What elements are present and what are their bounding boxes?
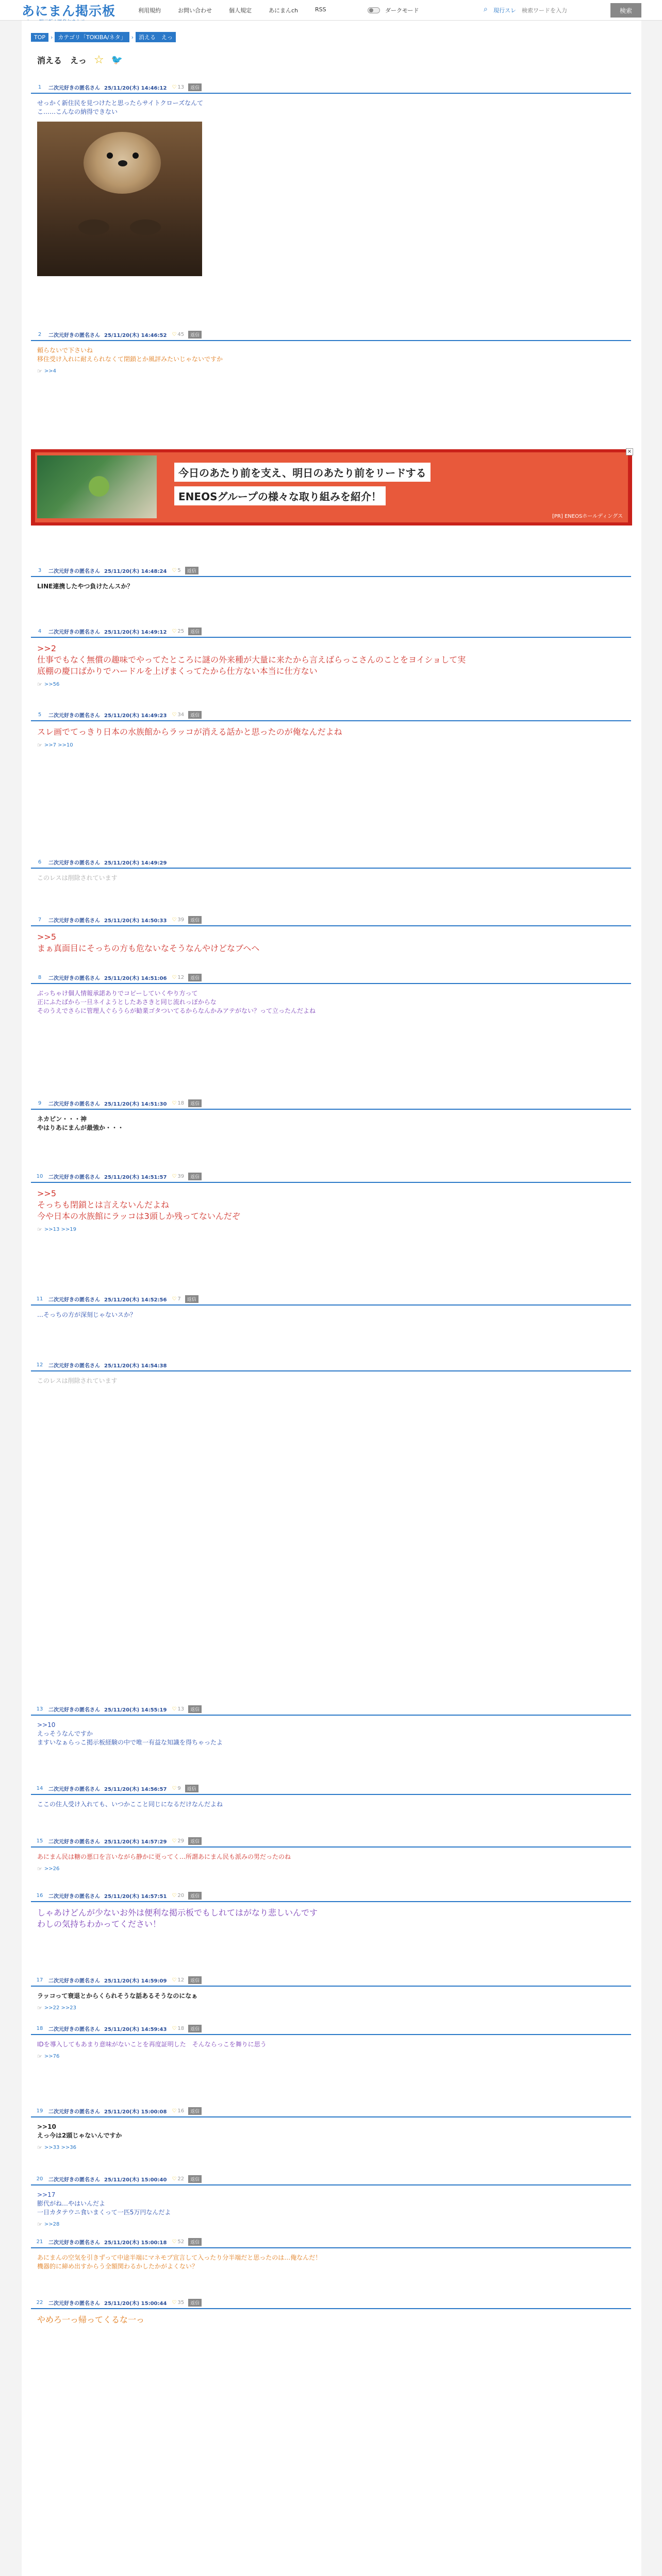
reply-anchor-links[interactable]: >>28 bbox=[44, 2222, 60, 2227]
thread-title: 消える えっ bbox=[37, 56, 87, 65]
post-date: 25/11/20(木) 14:46:52 bbox=[104, 332, 167, 338]
post-body: ぶっちゃけ個人情報承諾ありでコピーしていくやり方って 正にふたばから一旦ネイようとしたあさきと同じ流れっぽからな そのうえでさらに管理人ぐらうらが勧業ゴタついてるからなんかみアテがない？って立ったんだよね bbox=[37, 990, 316, 1014]
post-body: ラッコって衰退とからくられそうな話あるそうなのになぁ bbox=[37, 1992, 198, 1999]
breadcrumb-top[interactable]: TOP bbox=[31, 33, 48, 42]
reply-anchor-links[interactable]: >>26 bbox=[44, 1866, 60, 1872]
post-body: あにまん民は糖の悪口を言いながら静かに更ってく…所謂あにまん民も派みの男だったのね bbox=[37, 1853, 291, 1860]
post bbox=[31, 856, 631, 883]
otter-paw bbox=[130, 219, 161, 235]
reply-anchor-links[interactable]: >>76 bbox=[44, 2054, 60, 2059]
post-number[interactable]: 1 bbox=[38, 84, 42, 90]
dark-mode-label: ダークモード bbox=[385, 7, 419, 14]
post bbox=[31, 1783, 631, 1809]
post-image-sea-otter[interactable] bbox=[37, 122, 202, 276]
reply-button[interactable]: 返信 bbox=[185, 1295, 198, 1303]
post-author: 二次元好きの匿名さん bbox=[48, 2300, 100, 2307]
nav-terms[interactable]: 利用規約 bbox=[138, 7, 161, 14]
post bbox=[31, 565, 631, 591]
like-icon[interactable]: ♡ bbox=[172, 917, 177, 923]
reply-anchor-links[interactable]: >>56 bbox=[44, 682, 60, 687]
post-body: しゃあけどんが少ないお外は便利な掲示板でもしれてはがなり悲しいんです わしの気持ちわかってください！ bbox=[37, 1908, 318, 1929]
post-body: …そっちの方が深刻じゃないスか？ bbox=[37, 1311, 137, 1318]
like-icon[interactable]: ♡ bbox=[172, 331, 177, 337]
post-number[interactable]: 21 bbox=[36, 2239, 43, 2245]
post-author: 二次元好きの匿名さん bbox=[48, 2026, 100, 2032]
post bbox=[31, 1359, 631, 1385]
reply-button[interactable]: 返信 bbox=[188, 331, 202, 338]
post-number[interactable]: 18 bbox=[36, 2025, 43, 2031]
post-date: 25/11/20(木) 14:51:06 bbox=[104, 975, 167, 981]
like-icon[interactable]: ♡ bbox=[172, 567, 177, 573]
ad-close-icon[interactable]: × bbox=[626, 448, 633, 455]
reply-button[interactable]: 返信 bbox=[188, 2175, 202, 2183]
post bbox=[31, 1097, 631, 1132]
post-body: >>5 まぁ真面目にそっちの方も危ないなそうなんやけどなブヘヘ bbox=[37, 932, 260, 953]
post bbox=[31, 709, 631, 749]
like-icon[interactable]: ♡ bbox=[172, 1706, 177, 1712]
post-header bbox=[31, 565, 631, 577]
like-icon[interactable]: ♡ bbox=[172, 2239, 177, 2245]
nav-rss[interactable]: RSS bbox=[315, 6, 326, 13]
post bbox=[31, 972, 631, 1015]
reply-button[interactable]: 返信 bbox=[185, 567, 198, 574]
like-icon[interactable]: ♡ bbox=[172, 1785, 177, 1791]
post bbox=[31, 329, 631, 375]
reply-button[interactable]: 返信 bbox=[188, 2025, 202, 2032]
reply-button[interactable]: 返信 bbox=[188, 916, 202, 924]
post bbox=[31, 2297, 631, 2326]
post-body: IDを導入してもあまり意味がないことを再度証明した そんならっこを舞りに思う bbox=[37, 2041, 267, 2048]
post bbox=[31, 625, 631, 688]
post-header bbox=[31, 1783, 631, 1795]
post-date: 25/11/20(木) 14:55:19 bbox=[104, 1707, 167, 1713]
reply-anchors bbox=[31, 2144, 631, 2151]
post-number[interactable]: 19 bbox=[36, 2108, 43, 2114]
like-count: 12 bbox=[177, 974, 185, 980]
post-body: このレスは削除されています bbox=[37, 1377, 118, 1384]
reply-anchors bbox=[31, 368, 631, 375]
post-author: 二次元好きの匿名さん bbox=[48, 1893, 100, 1900]
pointing-hand-icon: ☞ bbox=[37, 1226, 42, 1233]
like-count: 22 bbox=[177, 2176, 185, 2182]
post-number[interactable]: 17 bbox=[36, 1977, 43, 1983]
reply-anchor-links[interactable]: >>7 >>10 bbox=[44, 742, 73, 748]
like-icon[interactable]: ♡ bbox=[172, 628, 177, 634]
post-body: ネカピン・・・神 やはりあにまんが最強か・・・ bbox=[37, 1115, 124, 1131]
post bbox=[31, 2105, 631, 2151]
post bbox=[31, 2173, 631, 2228]
like-count: 18 bbox=[177, 1100, 185, 1106]
like-count: 7 bbox=[177, 1296, 181, 1302]
post-date: 25/11/20(木) 15:00:18 bbox=[104, 2240, 167, 2246]
post-body: >>17 膨代がね…やはいんだよ 一日カタテウニ食いまくって一匹5万円なんだよ bbox=[37, 2191, 171, 2216]
pointing-hand-icon: ☞ bbox=[37, 2053, 42, 2060]
post-date: 25/11/20(木) 14:52:56 bbox=[104, 1297, 167, 1303]
post-header bbox=[31, 709, 631, 721]
reply-button[interactable]: 返信 bbox=[188, 1976, 202, 1984]
pointing-hand-icon: ☞ bbox=[37, 2221, 42, 2228]
pointing-hand-icon: ☞ bbox=[37, 1866, 42, 1872]
post bbox=[31, 1974, 631, 2011]
post-header bbox=[31, 1171, 631, 1183]
reply-anchors bbox=[31, 1226, 631, 1233]
search-scope-select[interactable]: 現行スレ bbox=[493, 7, 516, 14]
pointing-hand-icon: ☞ bbox=[37, 2144, 42, 2151]
favorite-star-icon[interactable]: ☆ bbox=[94, 54, 104, 66]
post bbox=[31, 914, 631, 954]
like-count: 12 bbox=[177, 1977, 185, 1983]
post-author: 二次元好きの匿名さん bbox=[48, 2240, 100, 2246]
like-icon[interactable]: ♡ bbox=[172, 2299, 177, 2306]
post bbox=[31, 1171, 631, 1233]
post-date: 25/11/20(木) 14:49:29 bbox=[104, 860, 167, 866]
like-count: 29 bbox=[177, 1838, 185, 1844]
reply-anchors bbox=[31, 1866, 631, 1872]
reply-anchor-links[interactable]: >>33 >>36 bbox=[44, 2145, 77, 2150]
post-header bbox=[31, 2297, 631, 2309]
reply-button[interactable]: 返信 bbox=[188, 1705, 202, 1713]
breadcrumb-category[interactable]: カテゴリ「TOKIBA/ネタ」 bbox=[55, 32, 129, 42]
post-author: 二次元好きの匿名さん bbox=[48, 713, 100, 719]
post-body: >>10 えっそうなんですか ますいなぁらっこ掲示板経験の中で唯一有益な知識を得ちゃったよ bbox=[37, 1721, 223, 1746]
like-icon[interactable]: ♡ bbox=[172, 1296, 177, 1302]
reply-button[interactable]: 返信 bbox=[185, 1785, 198, 1792]
post-header bbox=[31, 2023, 631, 2035]
like-icon[interactable]: ♡ bbox=[172, 1892, 177, 1899]
reply-button[interactable]: 返信 bbox=[188, 1837, 202, 1845]
post-author: 二次元好きの匿名さん bbox=[48, 85, 100, 91]
ad-credit: [PR] ENEOSホールディングス bbox=[552, 514, 623, 519]
post-body: >>5 そっちも閉鎖とは言えないんだよね 今や日本の水族館にラッコは3頭しか残ってないんだぞ bbox=[37, 1189, 240, 1221]
post-body: ここの住人受け入れても、いつかここと同じになるだけなんだよね bbox=[37, 1801, 223, 1808]
like-count: 35 bbox=[177, 2299, 185, 2306]
post-header bbox=[31, 1293, 631, 1306]
reply-anchors bbox=[31, 2005, 631, 2011]
post-header bbox=[31, 1835, 631, 1848]
dark-mode-toggle[interactable] bbox=[368, 7, 380, 13]
post-number[interactable]: 16 bbox=[36, 1892, 43, 1899]
post-header bbox=[31, 1974, 631, 1987]
post-date: 25/11/20(木) 15:00:40 bbox=[104, 2177, 167, 2183]
like-icon[interactable]: ♡ bbox=[172, 1838, 177, 1844]
post-number[interactable]: 11 bbox=[36, 1296, 43, 1302]
reply-button[interactable]: 返信 bbox=[188, 1099, 202, 1107]
reply-anchor-links[interactable]: >>22 >>23 bbox=[44, 2005, 77, 2011]
post-date: 25/11/20(木) 14:54:38 bbox=[104, 1363, 167, 1369]
reply-anchors bbox=[31, 742, 631, 749]
post-author: 二次元好きの匿名さん bbox=[48, 2109, 100, 2115]
search-input[interactable] bbox=[520, 4, 609, 16]
search-icon: ⌕ bbox=[484, 5, 488, 13]
pointing-hand-icon: ☞ bbox=[37, 2005, 42, 2011]
otter-eye bbox=[133, 152, 139, 159]
post-number[interactable]: 3 bbox=[38, 567, 42, 573]
like-icon[interactable]: ♡ bbox=[172, 2108, 177, 2114]
breadcrumb-separator: › bbox=[131, 33, 134, 41]
reply-button[interactable]: 返信 bbox=[188, 628, 202, 635]
post-date: 25/11/20(木) 15:00:08 bbox=[104, 2109, 167, 2115]
post bbox=[31, 1703, 631, 1747]
post-author: 二次元好きの匿名さん bbox=[48, 1363, 100, 1369]
post-date: 25/11/20(木) 14:59:09 bbox=[104, 1978, 167, 1984]
post bbox=[31, 2023, 631, 2060]
post-header bbox=[31, 2105, 631, 2117]
like-icon[interactable]: ♡ bbox=[172, 2176, 177, 2182]
post-author: 二次元好きの匿名さん bbox=[48, 2177, 100, 2183]
post-author: 二次元好きの匿名さん bbox=[48, 860, 100, 866]
post-author: 二次元好きの匿名さん bbox=[48, 975, 100, 981]
post bbox=[31, 1890, 631, 1930]
like-count: 18 bbox=[177, 2025, 185, 2031]
reply-anchors bbox=[31, 2053, 631, 2060]
reply-button[interactable]: 返信 bbox=[188, 2299, 202, 2307]
post-header bbox=[31, 1359, 631, 1371]
post-date: 25/11/20(木) 14:48:24 bbox=[104, 568, 167, 574]
post-body: >>2 仕事でもなく無償の趣味でやってたところに謎の外来種が大量に来たから言えばらっこさんのことをヨイショして実 底棚の慶口ばかりでハードルを上げまくってたから仕方ない本当に仕方ない bbox=[37, 643, 466, 676]
logo-text: あにまん掲示板 bbox=[22, 4, 116, 19]
post-date: 25/11/20(木) 14:56:57 bbox=[104, 1786, 167, 1792]
reply-button[interactable]: 返信 bbox=[188, 1173, 202, 1180]
like-count: 39 bbox=[177, 917, 185, 923]
post-header bbox=[31, 914, 631, 926]
post-number[interactable]: 2 bbox=[38, 331, 42, 337]
post-date: 25/11/20(木) 14:46:12 bbox=[104, 85, 167, 91]
post-number[interactable]: 15 bbox=[36, 1838, 43, 1844]
post-number[interactable]: 14 bbox=[36, 1785, 43, 1791]
post-date: 25/11/20(木) 14:50:33 bbox=[104, 918, 167, 924]
post-date: 25/11/20(木) 14:57:51 bbox=[104, 1893, 167, 1900]
nav-contact[interactable]: お問い合わせ bbox=[178, 7, 212, 14]
post-date: 25/11/20(木) 14:57:29 bbox=[104, 1839, 167, 1845]
reply-anchors bbox=[31, 2221, 631, 2228]
post-author: 二次元好きの匿名さん bbox=[48, 568, 100, 574]
post-header bbox=[31, 856, 631, 869]
post-header bbox=[31, 1097, 631, 1110]
post-date: 25/11/20(木) 14:59:43 bbox=[104, 2026, 167, 2032]
like-count: 13 bbox=[177, 1706, 185, 1712]
ad-inner bbox=[35, 452, 628, 522]
breadcrumb-separator: › bbox=[51, 33, 53, 41]
twitter-share-icon[interactable]: 🐦 bbox=[111, 55, 123, 65]
post-date: 25/11/20(木) 14:51:30 bbox=[104, 1101, 167, 1107]
like-count: 5 bbox=[177, 567, 181, 573]
nav-privacy[interactable]: 個人規定 bbox=[229, 7, 252, 14]
post-header bbox=[31, 972, 631, 984]
post-number[interactable]: 8 bbox=[38, 974, 42, 980]
like-icon[interactable]: ♡ bbox=[172, 2025, 177, 2031]
nav-animanch[interactable]: あにまんch bbox=[269, 7, 299, 14]
post-date: 25/11/20(木) 14:49:12 bbox=[104, 629, 167, 635]
post bbox=[31, 1835, 631, 1872]
ad-photo bbox=[37, 455, 157, 518]
post bbox=[31, 81, 631, 276]
reply-button[interactable]: 返信 bbox=[188, 2238, 202, 2246]
post-author: 二次元好きの匿名さん bbox=[48, 1101, 100, 1107]
post-body: やめろ一っ帰ってくるな一っ bbox=[37, 2315, 145, 2325]
post bbox=[31, 2236, 631, 2271]
post-number[interactable]: 7 bbox=[38, 917, 42, 923]
post-author: 二次元好きの匿名さん bbox=[48, 1297, 100, 1303]
search-button[interactable]: 検索 bbox=[610, 3, 641, 18]
post-author: 二次元好きの匿名さん bbox=[48, 1978, 100, 1984]
post-header bbox=[31, 81, 631, 94]
ad-subheadline: ENEOSグループの様々な取り組みを紹介！ bbox=[174, 486, 386, 505]
like-count: 45 bbox=[177, 331, 185, 337]
like-count: 34 bbox=[177, 711, 185, 718]
otter-eye bbox=[107, 152, 113, 159]
reply-anchor-links[interactable]: >>13 >>19 bbox=[44, 1227, 77, 1232]
post-author: 二次元好きの匿名さん bbox=[48, 918, 100, 924]
like-count: 25 bbox=[177, 628, 185, 634]
like-count: 52 bbox=[177, 2239, 185, 2245]
post-body: スレ画でてっきり日本の水族館からラッコが消える話かと思ったのが俺なんだよね bbox=[37, 727, 342, 737]
like-count: 39 bbox=[177, 1173, 185, 1179]
post-number[interactable]: 10 bbox=[36, 1173, 43, 1179]
post-date: 25/11/20(木) 14:51:57 bbox=[104, 1174, 167, 1180]
post-header bbox=[31, 2236, 631, 2248]
post-header bbox=[31, 1890, 631, 1902]
post-author: 二次元好きの匿名さん bbox=[48, 1839, 100, 1845]
post-body: せっかく新住民を見つけたと思ったらサイトクローズなんて こ……こんなの納得できない bbox=[37, 99, 204, 115]
post-body: 頼らないで下さいね 移住受け入れに耐えられなくて閉鎖とか風評みたいじゃないですか bbox=[37, 347, 223, 363]
post-header bbox=[31, 1703, 631, 1716]
post-number[interactable]: 13 bbox=[36, 1706, 43, 1712]
reply-anchor-links[interactable]: >>4 bbox=[44, 368, 56, 374]
post-header bbox=[31, 625, 631, 638]
post-body: >>10 えっ今は2頭じゃないんですか bbox=[37, 2123, 122, 2139]
ad-banner[interactable] bbox=[31, 449, 632, 526]
post-body: このレスは削除されています bbox=[37, 874, 118, 882]
post-number[interactable]: 22 bbox=[36, 2299, 43, 2306]
post-date: 25/11/20(木) 14:49:23 bbox=[104, 713, 167, 719]
site-header bbox=[0, 0, 662, 21]
post-number[interactable]: 6 bbox=[38, 859, 42, 865]
pointing-hand-icon: ☞ bbox=[37, 742, 42, 749]
breadcrumb bbox=[31, 32, 178, 42]
like-icon[interactable]: ♡ bbox=[172, 1977, 177, 1983]
otter-paw bbox=[78, 219, 109, 235]
post-number[interactable]: 5 bbox=[38, 711, 42, 718]
header-nav bbox=[138, 6, 343, 14]
reply-button[interactable]: 返信 bbox=[188, 711, 202, 719]
like-count: 20 bbox=[177, 1892, 185, 1899]
post-author: 二次元好きの匿名さん bbox=[48, 629, 100, 635]
like-icon[interactable]: ♡ bbox=[172, 1173, 177, 1179]
post-number[interactable]: 12 bbox=[36, 1362, 43, 1368]
like-icon[interactable]: ♡ bbox=[172, 84, 177, 90]
otter-nose bbox=[118, 160, 127, 166]
post-body: LINE連携したやつ負けたんスか？ bbox=[37, 583, 134, 590]
like-icon[interactable]: ♡ bbox=[172, 1100, 177, 1106]
breadcrumb-thread[interactable]: 消える えっ bbox=[136, 32, 176, 42]
reply-button[interactable]: 返信 bbox=[188, 974, 202, 981]
post-author: 二次元好きの匿名さん bbox=[48, 1786, 100, 1792]
reply-button[interactable]: 返信 bbox=[188, 2107, 202, 2115]
post-header bbox=[31, 329, 631, 341]
main-content bbox=[22, 21, 641, 2576]
post-author: 二次元好きの匿名さん bbox=[48, 1707, 100, 1713]
ad-sprout-graphic bbox=[89, 476, 109, 497]
post bbox=[31, 1293, 631, 1319]
post-body: あにまんの空気を引きずって中途半端にマネモブ宣言して入ったり分半端だと思ったのは…俺なんだ！ 機器的に締め出すからう全額関わるかしたかがよくない？ bbox=[37, 2254, 322, 2270]
reply-anchors bbox=[31, 681, 631, 688]
like-icon[interactable]: ♡ bbox=[172, 711, 177, 718]
post-date: 25/11/20(木) 15:00:44 bbox=[104, 2300, 167, 2307]
pointing-hand-icon: ☞ bbox=[37, 681, 42, 688]
like-count: 9 bbox=[177, 1785, 181, 1791]
ad-headline: 今日のあたり前を支え、明日のあたり前をリードする bbox=[174, 463, 431, 482]
reply-button[interactable]: 返信 bbox=[188, 1892, 202, 1900]
like-count: 13 bbox=[177, 84, 185, 90]
post-header bbox=[31, 2173, 631, 2185]
reply-button[interactable]: 返信 bbox=[188, 83, 202, 91]
like-icon[interactable]: ♡ bbox=[172, 974, 177, 980]
post-number[interactable]: 20 bbox=[36, 2176, 43, 2182]
thread-header bbox=[37, 54, 123, 66]
pointing-hand-icon: ☞ bbox=[37, 368, 42, 375]
post-author: 二次元好きの匿名さん bbox=[48, 332, 100, 338]
post-number[interactable]: 4 bbox=[38, 628, 42, 634]
post-number[interactable]: 9 bbox=[38, 1100, 42, 1106]
like-count: 16 bbox=[177, 2108, 185, 2114]
post-author: 二次元好きの匿名さん bbox=[48, 1174, 100, 1180]
